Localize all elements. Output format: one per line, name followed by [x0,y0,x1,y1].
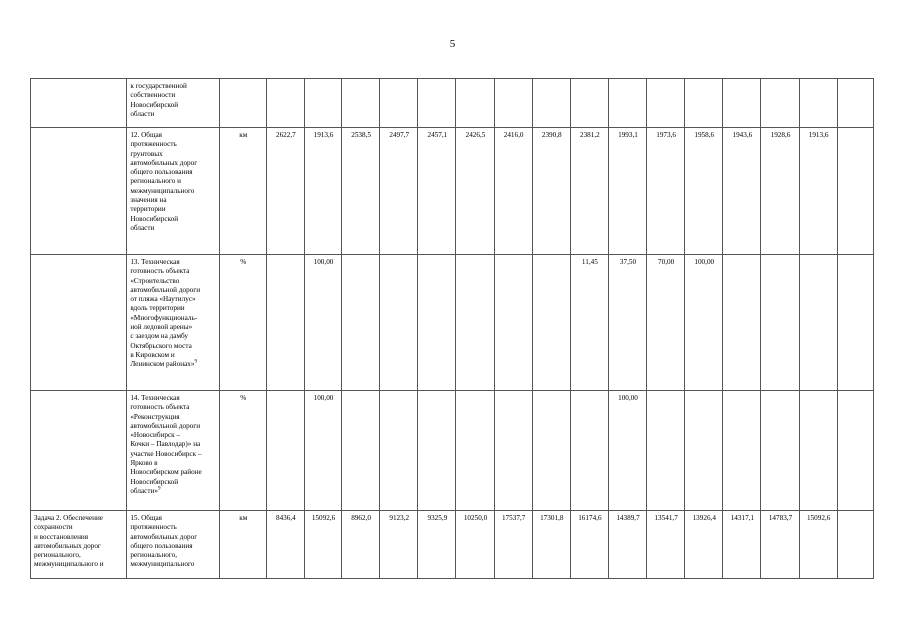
value-cell [761,255,799,391]
value-cell: 100,00 [304,391,341,511]
value-cell [837,511,873,579]
indicator-text: 12. Общая протяженность грунтовых автомобильных дорог общего пользования регионального и межмуниципального значения на территории Новосибирской области [130,131,198,232]
value-cell: 8436,4 [266,511,304,579]
value-cell: 15092,6 [799,511,837,579]
unit-cell: % [219,391,266,511]
value-cell: 1993,1 [608,128,646,255]
value-cell [532,255,570,391]
table-row [31,255,874,391]
value-cell [456,79,494,128]
value-cell [456,255,494,391]
value-cell: 2457,1 [418,128,456,255]
value-cell [570,79,608,128]
value-cell [266,255,304,391]
value-cell: 1928,6 [761,128,799,255]
indicator-text: 15. Общая протяженность автомобильных дорог общего пользования регионального, межмуниципального [130,514,198,569]
value-cell [608,79,646,128]
value-cell: 2416,0 [494,128,532,255]
value-cell [761,391,799,511]
indicator-cell [127,128,219,255]
value-cell: 14317,1 [723,511,761,579]
value-cell [342,255,380,391]
value-cell: 100,00 [685,255,723,391]
value-cell: 2390,8 [532,128,570,255]
value-cell [266,391,304,511]
value-cell: 2497,7 [380,128,418,255]
value-cell [799,79,837,128]
unit-cell: % [219,255,266,391]
value-cell [342,79,380,128]
value-cell [837,255,873,391]
value-cell: 1973,6 [647,128,685,255]
value-cell: 11,45 [570,255,608,391]
task-cell [31,391,127,511]
value-cell: 70,00 [647,255,685,391]
value-cell [570,391,608,511]
value-cell [342,391,380,511]
footnote-marker: 9 [157,486,161,492]
value-cell [494,255,532,391]
table-row [31,128,874,255]
indicators-table [30,78,874,579]
value-cell: 2622,7 [266,128,304,255]
value-cell [494,79,532,128]
value-cell [723,391,761,511]
value-cell: 17537,7 [494,511,532,579]
table-row [31,79,874,128]
value-cell: 2426,5 [456,128,494,255]
unit-cell [219,79,266,128]
indicator-text: к государственной собственности Новосибирской области [130,82,187,118]
value-cell [418,391,456,511]
value-cell: 100,00 [608,391,646,511]
indicator-cell [127,391,219,511]
value-cell [380,391,418,511]
value-cell: 37,50 [608,255,646,391]
value-cell: 14783,7 [761,511,799,579]
value-cell [761,79,799,128]
value-cell [304,79,341,128]
value-cell: 10250,0 [456,511,494,579]
value-cell: 1943,6 [723,128,761,255]
task-cell: Задача 2. Обеспечение сохранности и восстановления автомобильных дорог регионального, межмуниципального и [31,511,127,579]
value-cell: 1913,6 [304,128,341,255]
value-cell: 2381,2 [570,128,608,255]
page-number: 5 [449,38,456,50]
value-cell [418,255,456,391]
table-row [31,511,874,579]
value-cell: 13926,4 [685,511,723,579]
value-cell [418,79,456,128]
value-cell [685,391,723,511]
unit-cell: км [219,128,266,255]
value-cell [494,391,532,511]
indicator-cell [127,79,219,128]
value-cell [799,391,837,511]
value-cell: 1958,6 [685,128,723,255]
task-cell [31,128,127,255]
value-cell: 1913,6 [799,128,837,255]
value-cell [647,391,685,511]
value-cell [266,79,304,128]
value-cell: 8962,0 [342,511,380,579]
value-cell [532,391,570,511]
value-cell [723,79,761,128]
value-cell [647,79,685,128]
value-cell [456,391,494,511]
value-cell [837,79,873,128]
value-cell [532,79,570,128]
value-cell [380,255,418,391]
indicator-text: 13. Техническая готовность объекта «Строительство автомобильной дороги от пляжа «Наутилус» вдоль территории «Многофункциональ- ной ледовой арены» с заездом на дамбу Октябрьского моста в Кировском и Ленинском районах» [130,258,201,369]
footnote-marker: 9 [194,359,197,365]
value-cell: 17301,8 [532,511,570,579]
value-cell [799,255,837,391]
table-row [31,391,874,511]
value-cell: 15092,6 [304,511,341,579]
value-cell [837,128,873,255]
value-cell [723,255,761,391]
value-cell [380,79,418,128]
task-cell [31,255,127,391]
value-cell: 14389,7 [608,511,646,579]
value-cell: 100,00 [304,255,341,391]
value-cell [685,79,723,128]
indicator-text: 14. Техническая готовность объекта «Реконструкция автомобильной дороги «Новосибирск – Кочки – Павлодар)» на участке Новосибирск – Ярково в Новосибирском районе Новосибирской области» [130,394,202,495]
indicator-cell [127,255,219,391]
value-cell: 16174,6 [570,511,608,579]
unit-cell: км [219,511,266,579]
value-cell: 13541,7 [647,511,685,579]
value-cell: 2538,5 [342,128,380,255]
value-cell [837,391,873,511]
value-cell: 9123,2 [380,511,418,579]
value-cell: 9325,9 [418,511,456,579]
task-cell [31,79,127,128]
indicator-cell [127,511,219,579]
